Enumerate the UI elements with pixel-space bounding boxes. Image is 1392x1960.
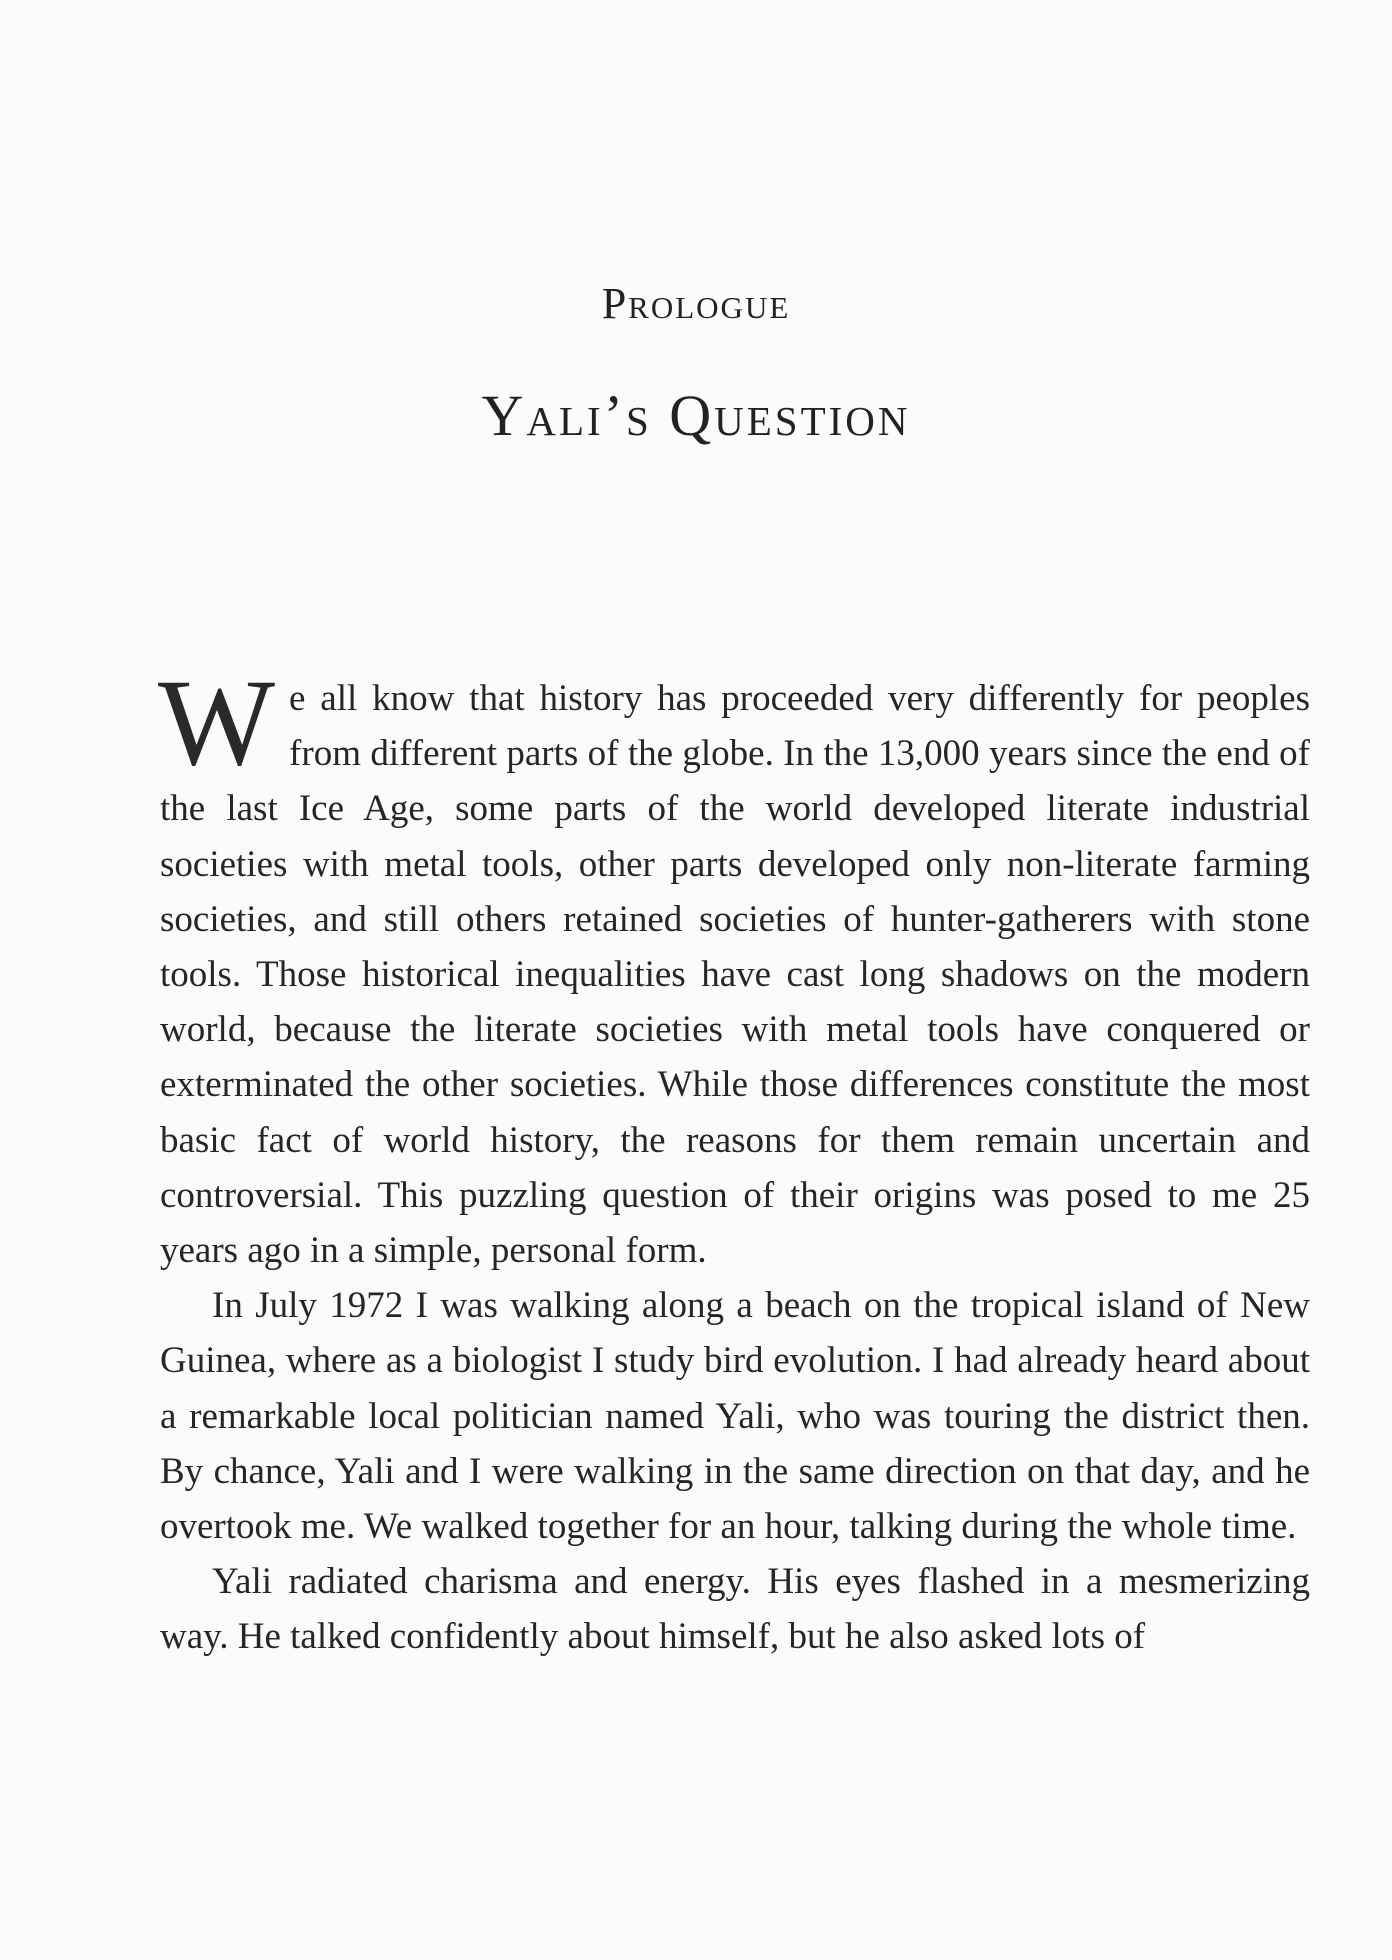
paragraph-1-text: e all know that history has proceeded very differently for peoples from different parts of the globe. In the 13,000 years since the end of the last Ice Age, some parts of the world developed literate industrial societies with metal tools, other parts developed only non-literate farming societies, and still others retained societies of hunter-gatherers with stone tools. Those historical inequalities have cast long shadows on the modern world, because the literate societies with metal tools have conquered or exterminated the other societies. While those differences constitute the most basic fact of world history, the reasons for them remain uncertain and controversial. This puzzling question of their origins was posed to me 25 years ago in a simple, personal form. <box>160 678 1310 1272</box>
body-text <box>158 654 1310 1665</box>
chapter-title: Yali’s Question <box>481 383 911 448</box>
paragraph-3: Yali radiated charisma and energy. His eyes flashed in a mesmerizing way. He talked confidently about himself, but he also asked lots of <box>160 1561 1310 1658</box>
drop-cap: W <box>158 654 276 791</box>
paragraph-2: In July 1972 I was walking along a beach on the tropical island of New Guinea, where as a biologist I study bird evolution. I had already heard about a remarkable local politician named Yali, who was touring the district then. By chance, Yali and I were walking in the same direction on that day, and he overtook me. We walked together for an hour, talking during the whole time. <box>160 1285 1310 1548</box>
paragraph-1 <box>158 654 1310 1278</box>
chapter-label: Prologue <box>601 279 791 328</box>
